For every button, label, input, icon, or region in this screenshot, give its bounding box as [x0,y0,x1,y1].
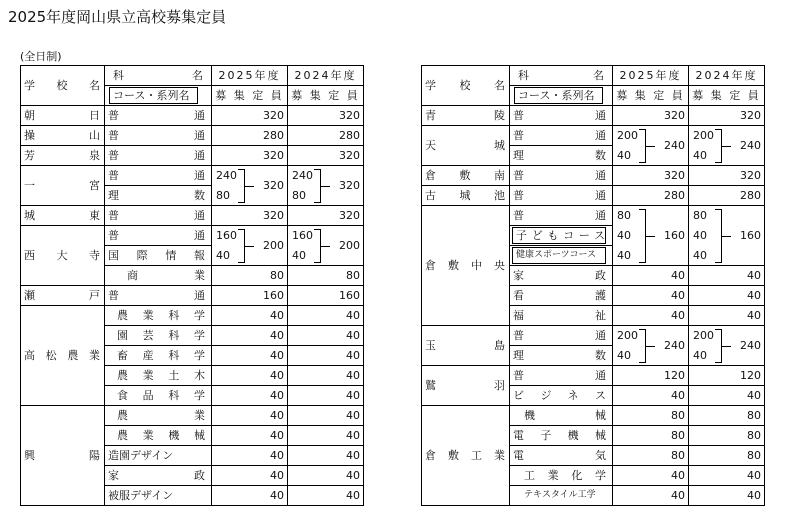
header-school: 学 校 名 [21,66,105,106]
quota-2025-group [212,166,288,206]
quota-2025: 40 [212,386,288,406]
quota-2024: 40 [689,386,765,406]
quota-2025: 320 [613,166,689,186]
school-name: 操山 [21,126,105,146]
quota-2024: 40 [288,326,364,346]
quota-2025: 40 [613,266,689,286]
quota-total: 320 [263,179,284,192]
course-name: 造園デザイン [105,446,212,466]
header-year-2025: 2025年度 [212,66,288,86]
quota-value: 80 [693,209,707,222]
quota-2024: 40 [288,466,364,486]
bracket [639,209,646,263]
quota-2025: 40 [212,346,288,366]
quota-2024: 120 [689,366,765,386]
course-name: 電子機械 [510,426,613,446]
quota-value: 40 [617,149,631,162]
quota-2025: 40 [613,286,689,306]
bracket [314,169,321,203]
table-row [21,146,364,166]
quota-value: 40 [617,249,631,262]
course-name: 理数 [105,186,212,206]
enrollment-table-right [421,65,765,506]
quota-2024: 80 [288,266,364,286]
quota-2025: 40 [212,446,288,466]
course-name: 園芸科学 [105,326,212,346]
quota-2024: 40 [288,306,364,326]
bracket [238,169,245,203]
quota-2025: 320 [613,106,689,126]
quota-value: 40 [693,249,707,262]
school-name: 天城 [422,126,510,166]
table-row [422,106,765,126]
bracket [639,129,646,163]
quota-total: 160 [664,229,685,242]
quota-value: 80 [617,209,631,222]
quota-2024: 80 [689,426,765,446]
header-quota-2025: 募 集 定 員 [613,86,689,106]
course-name: 看護 [510,286,613,306]
quota-total: 320 [339,179,360,192]
quota-value: 200 [693,129,714,142]
school-name: 瀬戸 [21,286,105,306]
quota-2024: 320 [288,146,364,166]
course-name: 普通 [510,126,613,146]
course-name: 普通 [510,206,613,226]
course-name: 機械 [510,406,613,426]
bracket [314,229,321,263]
quota-value: 40 [292,249,306,262]
school-name: 芳泉 [21,146,105,166]
quota-2024: 80 [689,406,765,426]
course-name: 健康スポーツコース [510,246,613,266]
school-name: 一宮 [21,166,105,206]
quota-2025: 40 [613,306,689,326]
course-name: 工業化学 [510,466,613,486]
course-name: 普通 [105,286,212,306]
school-name: 城東 [21,206,105,226]
table-row [21,206,364,226]
quota-total: 240 [664,139,685,152]
quota-2024: 160 [288,286,364,306]
course-name: 普通 [510,186,613,206]
quota-value: 200 [617,329,638,342]
table-row [422,186,765,206]
bracket [639,329,646,363]
school-name: 朝日 [21,106,105,126]
quota-value: 160 [292,229,313,242]
course-name: 理数 [510,146,613,166]
course-name: 理数 [510,346,613,366]
header-quota-2025: 募 集 定 員 [212,86,288,106]
quota-2025: 80 [613,406,689,426]
course-name: テキスタイル工学 [510,486,613,506]
course-name: 農業 [105,406,212,426]
quota-total: 200 [263,239,284,252]
quota-2024: 40 [689,486,765,506]
quota-2025: 80 [613,426,689,446]
school-name: 古城池 [422,186,510,206]
course-name: 食品科学 [105,386,212,406]
course-name: 普通 [510,166,613,186]
course-name: ビジネス [510,386,613,406]
course-name: 福祉 [510,306,613,326]
table-row [21,226,364,246]
quota-2024: 40 [689,266,765,286]
course-name: 家政 [510,266,613,286]
quota-2024: 320 [288,106,364,126]
quota-2025: 40 [212,326,288,346]
quota-2025: 40 [212,486,288,506]
quota-value: 80 [292,189,306,202]
bracket [238,229,245,263]
quota-2025: 280 [613,186,689,206]
table-row [422,366,765,386]
quota-2024-group [288,226,364,266]
course-name: 普通 [105,166,212,186]
school-name: 興陽 [21,406,105,506]
course-name: 普通 [105,126,212,146]
quota-2025: 40 [212,366,288,386]
quota-total: 240 [740,139,761,152]
table-row [21,286,364,306]
quota-value: 160 [216,229,237,242]
school-name: 西大寺 [21,226,105,286]
school-name: 鷲羽 [422,366,510,406]
quota-2025: 40 [613,466,689,486]
quota-2025-group [613,206,689,266]
quota-2025: 160 [212,286,288,306]
quota-2024: 40 [288,366,364,386]
course-name: 普通 [105,146,212,166]
header-course: 科 名 [105,66,212,86]
page-title: 2025年度岡山県立高校募集定員 [8,8,227,26]
course-name: 畜産科学 [105,346,212,366]
course-name: 普通 [510,106,613,126]
quota-2025: 40 [613,386,689,406]
table-row [21,126,364,146]
table-header-row [21,66,364,86]
course-name: 普通 [510,326,613,346]
course-name: 普通 [510,366,613,386]
quota-2025: 280 [212,126,288,146]
quota-total: 240 [740,339,761,352]
course-name: 商業 [105,266,212,286]
bracket [715,129,722,163]
table-row [21,106,364,126]
course-name: 普通 [105,226,212,246]
quota-2025-group [613,326,689,366]
course-name: 電気 [510,446,613,466]
enrollment-table-left [20,65,364,506]
school-name: 玉島 [422,326,510,366]
quota-2025-group [212,226,288,266]
school-name: 倉敷工業 [422,406,510,506]
quota-2024-group [689,326,765,366]
quota-value: 200 [693,329,714,342]
quota-2024: 40 [288,346,364,366]
quota-2025: 320 [212,206,288,226]
quota-value: 240 [216,169,237,182]
quota-2024-group [689,206,765,266]
quota-2024: 320 [689,166,765,186]
quota-2024: 320 [288,206,364,226]
quota-2024: 280 [288,126,364,146]
course-name: 家政 [105,466,212,486]
header-year-2024: 2024年度 [689,66,765,86]
quota-value: 40 [693,149,707,162]
program-note: (全日制) [20,50,62,63]
table-row [21,306,364,326]
school-name: 高松農業 [21,306,105,406]
quota-2025: 320 [212,106,288,126]
table-row [422,406,765,426]
header-course-sub: コース・系列名 [105,86,212,106]
quota-2024: 40 [288,406,364,426]
quota-total: 240 [664,339,685,352]
quota-2024-group [288,166,364,206]
course-name: 農業土木 [105,366,212,386]
quota-2024: 320 [689,106,765,126]
header-year-2024: 2024年度 [288,66,364,86]
quota-2024: 40 [689,466,765,486]
bracket [715,209,722,263]
quota-2024: 40 [288,386,364,406]
quota-value: 40 [617,229,631,242]
header-quota-2024: 募 集 定 員 [689,86,765,106]
quota-2025: 40 [613,486,689,506]
school-name: 倉敷中央 [422,206,510,326]
quota-2024: 280 [689,186,765,206]
course-name: 農業機械 [105,426,212,446]
quota-total: 200 [339,239,360,252]
course-name: 被服デザイン [105,486,212,506]
quota-2024: 40 [288,486,364,506]
quota-2025: 80 [212,266,288,286]
table-row [422,326,765,346]
quota-2025-group [613,126,689,166]
quota-2025: 320 [212,146,288,166]
quota-2025: 80 [613,446,689,466]
quota-2024-group [689,126,765,166]
course-name: 普通 [105,106,212,126]
quota-2025: 40 [212,406,288,426]
table-row [21,166,364,186]
header-course-sub: コース・系列名 [510,86,613,106]
quota-2025: 40 [212,426,288,446]
header-year-2025: 2025年度 [613,66,689,86]
table-header-row [422,66,765,86]
quota-value: 40 [693,229,707,242]
quota-2024: 40 [288,446,364,466]
header-school: 学 校 名 [422,66,510,106]
school-name: 倉敷南 [422,166,510,186]
table-row [21,406,364,426]
quota-2024: 40 [689,306,765,326]
header-course: 科 名 [510,66,613,86]
quota-value: 40 [617,349,631,362]
quota-2025: 40 [212,466,288,486]
bracket [715,329,722,363]
quota-value: 40 [693,349,707,362]
table-row [422,206,765,226]
table-row [422,166,765,186]
quota-total: 160 [740,229,761,242]
course-name: 農業科学 [105,306,212,326]
quota-2024: 40 [689,286,765,306]
quota-value: 80 [216,189,230,202]
quota-value: 40 [216,249,230,262]
course-name: 普通 [105,206,212,226]
quota-2025: 40 [212,306,288,326]
quota-value: 240 [292,169,313,182]
course-name: 子どもコース [510,226,613,246]
quota-2024: 80 [689,446,765,466]
quota-2025: 120 [613,366,689,386]
school-name: 青陵 [422,106,510,126]
quota-2024: 40 [288,426,364,446]
table-row [422,126,765,146]
header-quota-2024: 募 集 定 員 [288,86,364,106]
quota-value: 200 [617,129,638,142]
course-name: 国際情報 [105,246,212,266]
